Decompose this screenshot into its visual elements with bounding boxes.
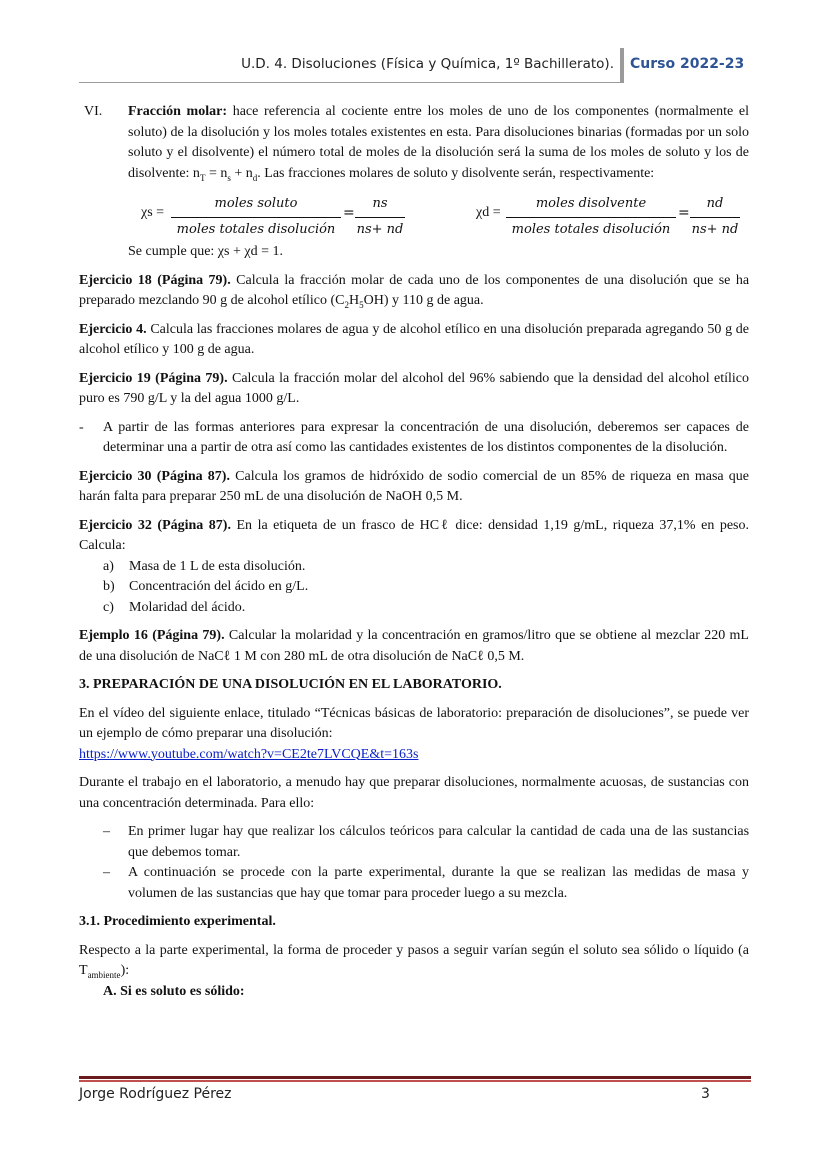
section-3-heading: 3. PREPARACIÓN DE UNA DISOLUCIÓN EN EL LABORATORIO. (79, 677, 502, 692)
page-number: 3 (701, 1086, 710, 1102)
fraction-d-n: $\frac{nd}{ns+ nd}$ (691, 196, 739, 237)
footer-author: Jorge Rodríguez Pérez (79, 1086, 232, 1102)
video-link[interactable]: https://www.youtube.com/watch?v=CE2te7LVCQE&t=163s (79, 746, 419, 762)
section-3-1-text: Respecto a la parte experimental, la forma de proceder y pasos a seguir varían según el soluto sea sólido o líquido (a $T_{ambiente}$): (79, 942, 750, 980)
header-course: Curso 2022-23 (630, 56, 745, 72)
header-rule (79, 82, 624, 83)
exercise-18: Ejercicio 18 (Página 79). Calcula la fracción molar de cada uno de los componentes de una disolución que se ha preparado mezclando 90 g de alcohol etílico $(C_2H_5OH)$ y 110 g de agua. (79, 272, 750, 310)
list-item: a) Masa de 1 L de esta disolución. (103, 558, 306, 574)
exercise-32-list (79, 557, 749, 619)
header-title: U.D. 4. Disoluciones (Física y Química, 1º Bachillerato). (241, 56, 614, 72)
formula-row: χs = moles soluto moles totales disolución = $\frac{ns}{ns+ nd}$ χd = moles disolvente moles totales disolución = $\frac{nd}{ns+ nd}$ (79, 190, 749, 236)
fraction-s-main: moles soluto moles totales disolución (171, 194, 341, 240)
exercise-19: Ejercicio 19 (Página 79). Calcula la fracción molar del alcohol del 96% sabiendo que la densidad del alcohol etílico puro es 790 g/L y la del agua 1000 g/L. (79, 370, 750, 406)
example-16: Ejemplo 16 (Página 79). Calcular la molaridad y la concentración en gramos/litro que se obtiene al mezclar 220 mL de una disolución de NaCℓ 1 M con 280 mL de otra disolución de NaCℓ 0,5 M. (79, 628, 749, 664)
document-body (79, 102, 749, 1002)
fraction-d-main: moles disolvente moles totales disolución (506, 194, 676, 240)
chi-s-label: χs = (141, 205, 165, 220)
exercise-32: Ejercicio 32 (Página 87). En la etiqueta de un frasco de HCℓ dice: densidad 1,19 g/mL, riqueza 37,1% en peso. Calcula: (79, 517, 750, 553)
section-vi (79, 102, 749, 184)
section-3-paragraph: Durante el trabajo en el laboratorio, a menudo hay que preparar disoluciones, normalmente acuosas, de sustancias con una concentración determinada. Para ello: (79, 775, 750, 811)
list-item: c) Molaridad del ácido. (103, 599, 246, 615)
list-item: – En primer lugar hay que realizar los cálculos teóricos para calcular la cantidad de cada una de las sustancias que debemos tomar. (103, 824, 750, 860)
section-vi-text: Fracción molar: hace referencia al cociente entre los moles de uno de los componentes (normalmente el soluto) de la disolución y los moles totales existentes en esta. Para disoluciones binarias (formadas por un solo soluto y el disolvente) el número total de moles de la disolución será la suma de los moles de soluto y los de disolvente: $n_T = n_s + n_d$. Las fracciones molares de soluto y disolvente serán, respectivamente: (128, 104, 750, 183)
fraction-s-n: $\frac{ns}{ns+ nd}$ (356, 196, 404, 237)
subsection-a-heading: A. Si es soluto es sólido: (103, 983, 245, 999)
section-number: VI. (84, 104, 103, 119)
exercise-4: Ejercicio 4. Calcula las fracciones molares de agua y de alcohol etílico en una disolución preparada agregando 50 g de alcohol etílico y 100 g de agua. (79, 321, 749, 357)
molar-fraction-sum: Se cumple que: χs + χd = 1. (128, 244, 283, 259)
header-divider (620, 48, 624, 82)
exercise-30: Ejercicio 30 (Página 87). Calcula los gramos de hidróxido de sodio comercial de un 85% de riqueza en masa que harán falta para preparar 250 mL de una disolución de NaOH 0,5 M. (79, 468, 750, 504)
footer-rule (79, 1076, 751, 1079)
section-3-intro: En el vídeo del siguiente enlace, titulado “Técnicas básicas de laboratorio: preparación de disoluciones”, se puede ver un ejemplo de cómo preparar una disolución: (79, 705, 749, 741)
list-item: – A continuación se procede con la parte experimental, durante la que se realizan las medidas de masa y volumen de las sustancias que hay que tomar para proceder luego a su mezcla. (103, 865, 749, 901)
footer-rule-accent (79, 1080, 751, 1082)
section-vi-heading: Fracción molar: (128, 104, 227, 119)
chi-d-label: χd = (476, 205, 501, 220)
section-3-1-heading: 3.1. Procedimiento experimental. (79, 914, 276, 929)
note-item: - A partir de las formas anteriores para expresar la concentración de una disolución, deberemos ser capaces de determinar una a partir de otra así como las cantidades existentes de los distintos componentes de la disolución. (79, 419, 749, 455)
list-item: b) Concentración del ácido en g/L. (103, 579, 309, 594)
page-header (0, 48, 828, 84)
